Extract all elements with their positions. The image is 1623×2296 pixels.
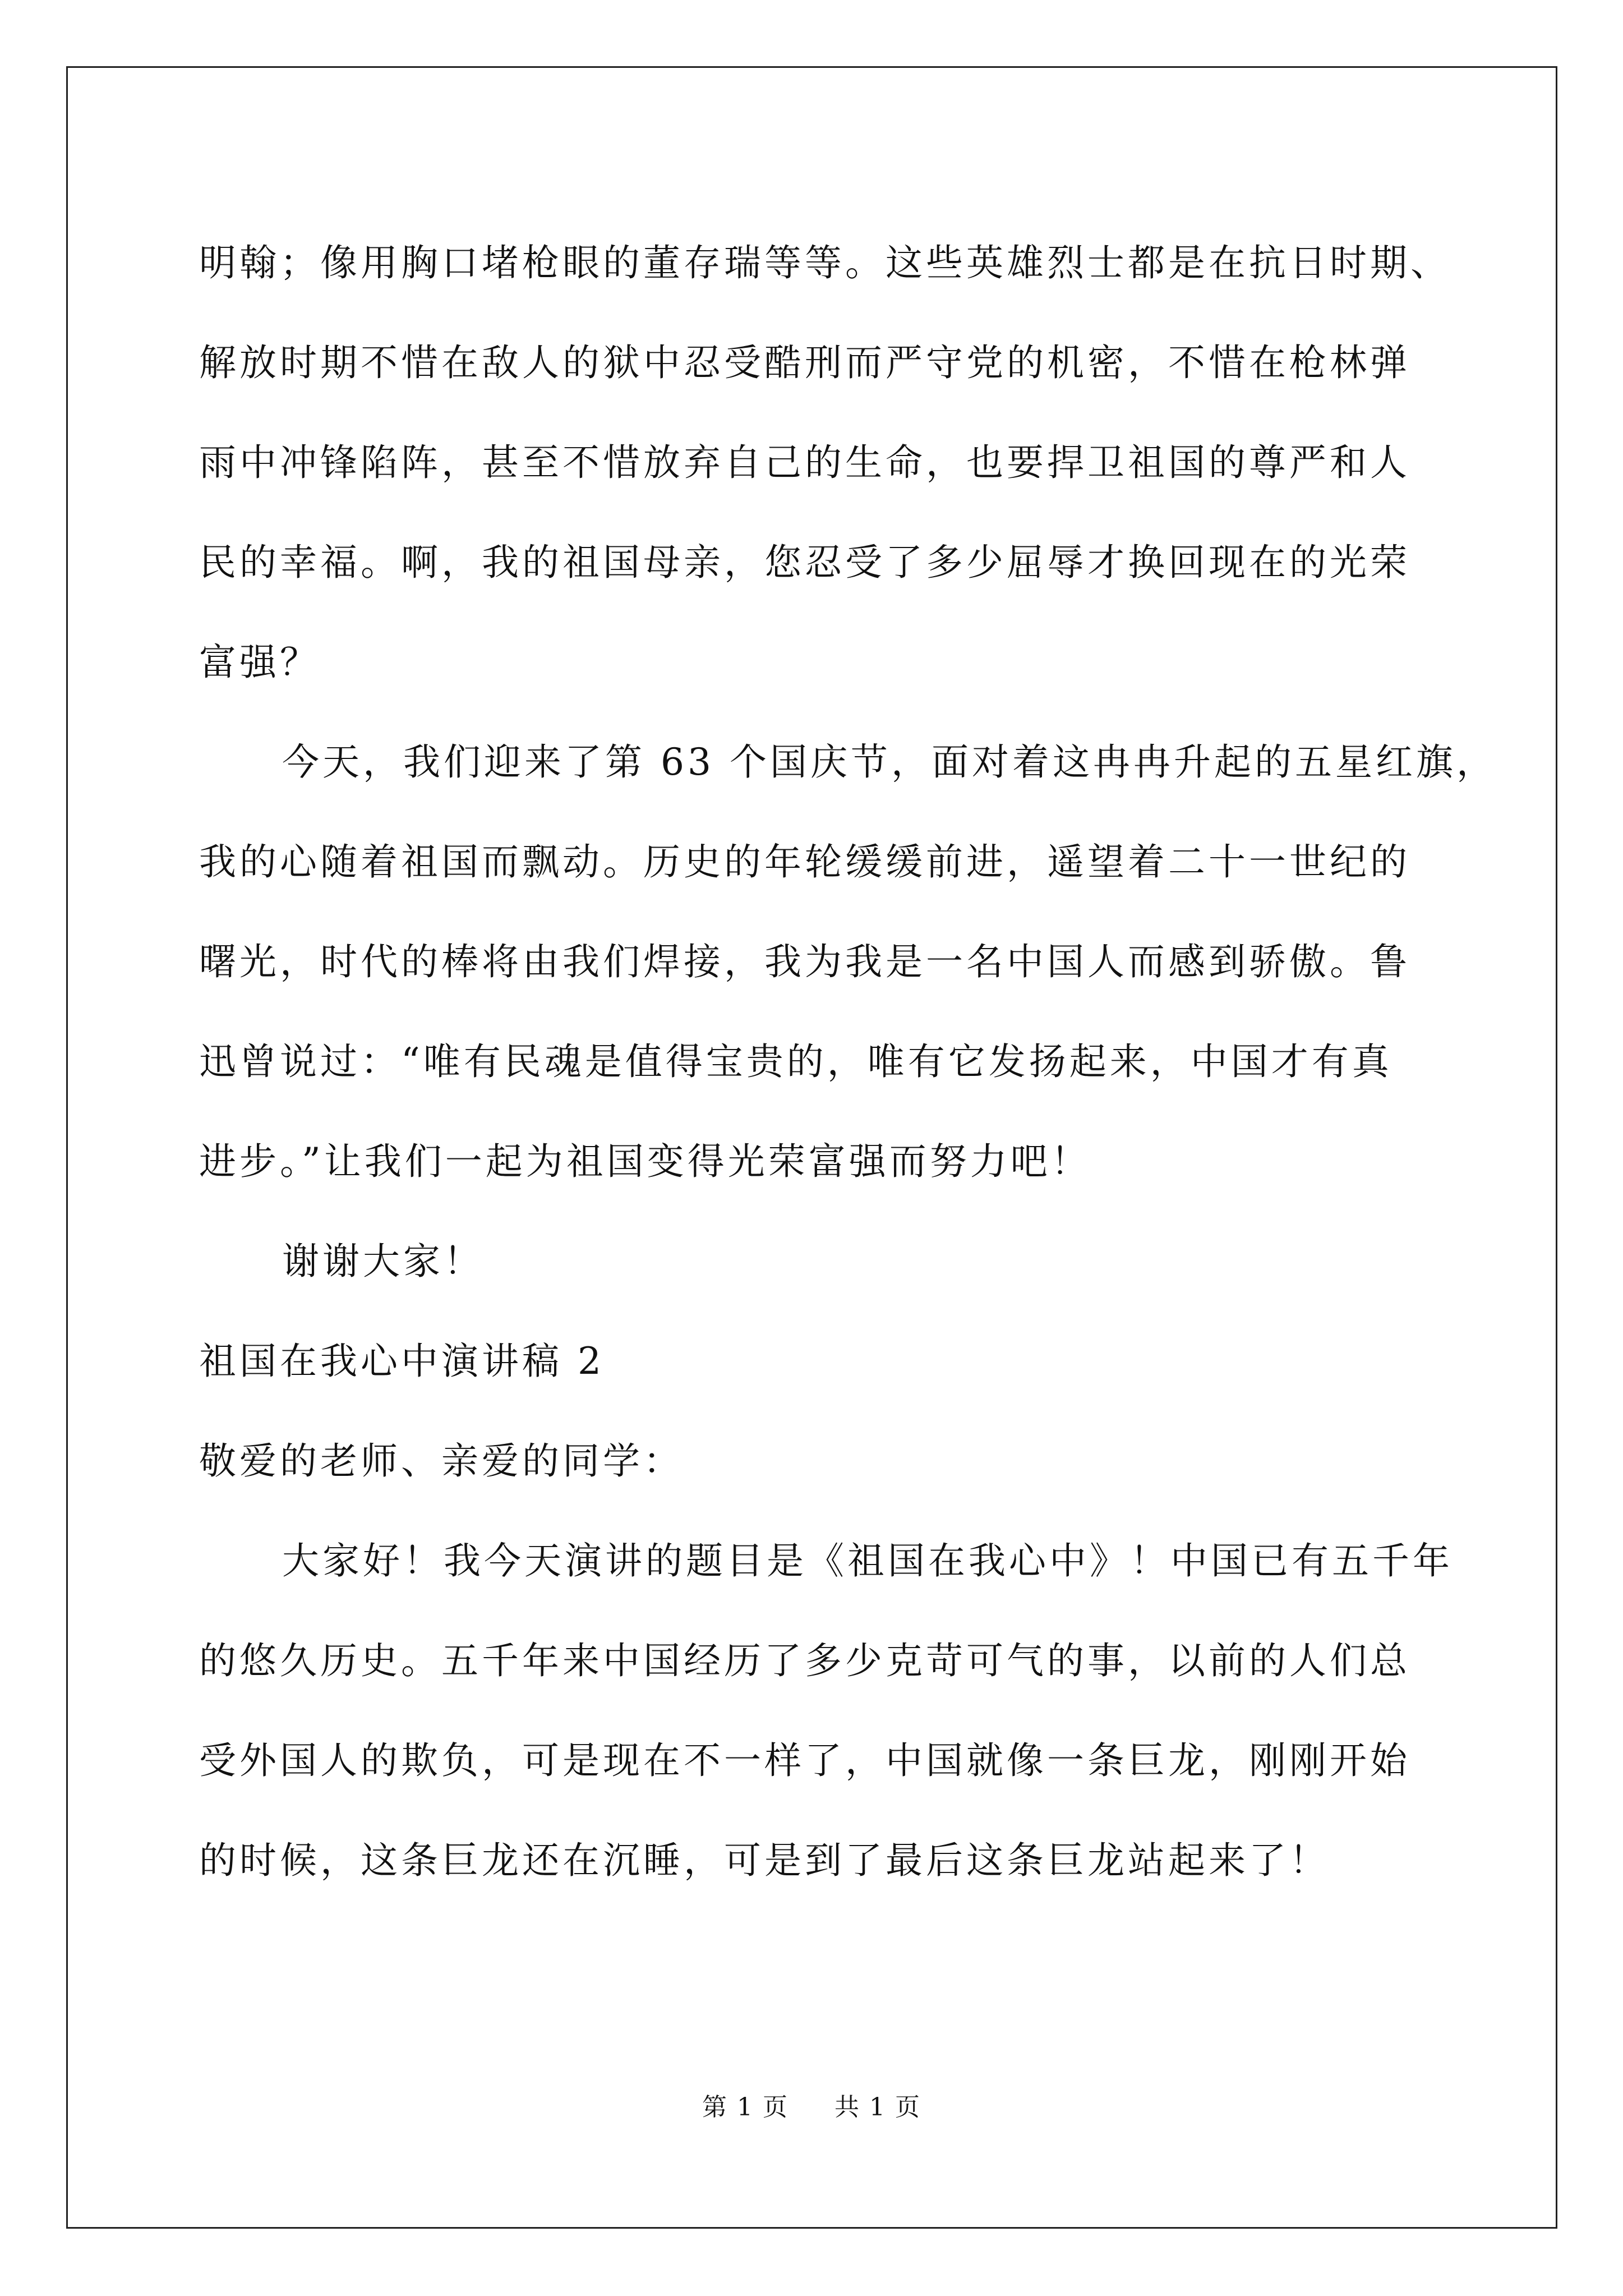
paragraph-start-line: 大家好！我今天演讲的题目是《祖国在我心中》！中国已有五千年 — [282, 1539, 1453, 1582]
text-line: 迅曾说过：“唯有民魂是值得宝贵的，唯有它发扬起来，中国才有真 — [199, 1040, 1393, 1083]
salutation: 敬爱的老师、亲爱的同学： — [199, 1439, 684, 1483]
paragraph-start-line: 今天，我们迎来了第 63 个国庆节，面对着这冉冉升起的五星红旗， — [282, 740, 1497, 784]
text-line: 明翰；像用胸口堵枪眼的董存瑞等等。这些英雄烈士都是在抗日时期、 — [199, 241, 1451, 284]
text-line: 的时候，这条巨龙还在沉睡，可是到了最后这条巨龙站起来了！ — [199, 1839, 1330, 1882]
text-line: 民的幸福。啊，我的祖国母亲，您忍受了多少屈辱才换回现在的光荣 — [199, 541, 1410, 584]
text-line: 富强？ — [199, 641, 320, 684]
closing-thanks: 谢谢大家！ — [282, 1240, 484, 1283]
section-title: 祖国在我心中演讲稿 2 — [199, 1340, 605, 1383]
document-body — [199, 213, 1497, 1911]
text-line: 曙光，时代的棒将由我们焊接，我为我是一名中国人而感到骄傲。鲁 — [199, 940, 1410, 983]
text-line: 受外国人的欺负，可是现在不一样了，中国就像一条巨龙，刚刚开始 — [199, 1739, 1410, 1782]
page-footer — [0, 2087, 1623, 2123]
text-line: 解放时期不惜在敌人的狱中忍受酷刑而严守党的机密，不惜在枪林弹 — [199, 341, 1410, 384]
text-line: 雨中冲锋陷阵，甚至不惜放弃自己的生命，也要捍卫祖国的尊严和人 — [199, 441, 1410, 484]
text-line: 进步。”让我们一起为祖国变得光荣富强而努力吧！ — [199, 1140, 1091, 1183]
text-line: 我的心随着祖国而飘动。历史的年轮缓缓前进，遥望着二十一世纪的 — [199, 840, 1410, 884]
page-number: 第 1 页 — [702, 2093, 789, 2122]
page-total: 共 1 页 — [834, 2093, 921, 2122]
text-line: 的悠久历史。五千年来中国经历了多少克苛可气的事，以前的人们总 — [199, 1639, 1410, 1682]
